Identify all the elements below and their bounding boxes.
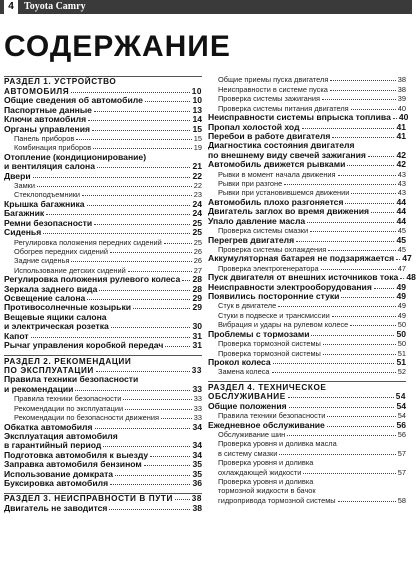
- page-ref: 54: [395, 392, 406, 402]
- entry-title: Появились посторонние стуки: [208, 291, 340, 302]
- page-ref: 34: [192, 449, 202, 460]
- page-ref: 45: [397, 244, 406, 254]
- dot-leader: [345, 203, 394, 204]
- dot-leader: [182, 280, 190, 281]
- dot-leader: [161, 418, 192, 419]
- toc-entry[interactable]: [208, 358, 406, 367]
- entry-title: Эксплуатация автомобиля: [4, 430, 118, 441]
- page-ref: 43: [397, 169, 406, 179]
- page-ref: 52: [397, 367, 406, 377]
- page-ref: 56: [397, 429, 406, 439]
- entry-title: Перебои в работе двигателя: [208, 130, 331, 141]
- entry-title: Использование детских сидений: [14, 265, 126, 275]
- dot-leader: [310, 231, 396, 232]
- entry-title: Двигатель не заводится: [4, 502, 108, 513]
- page-ref: 45: [396, 234, 406, 245]
- dot-leader: [288, 397, 394, 398]
- dot-leader: [75, 390, 190, 391]
- dot-leader: [330, 80, 395, 81]
- entry-title: Автомобиль движется рывками: [208, 159, 346, 170]
- entry-title: Прокол колеса: [208, 357, 271, 367]
- dot-leader: [123, 399, 191, 400]
- toc-entry[interactable]: [208, 329, 406, 338]
- dot-leader: [327, 416, 395, 417]
- toc-entry[interactable]: [4, 341, 202, 350]
- entry-title: в систему смазки: [218, 448, 278, 458]
- dot-leader: [150, 456, 190, 457]
- entry-title: Стуки в подвеске и трансмиссии: [218, 310, 330, 320]
- page-ref: 49: [397, 301, 406, 311]
- entry-title: Замена колеса: [218, 367, 270, 377]
- dot-leader: [338, 501, 396, 502]
- toc-subentry[interactable]: [208, 311, 406, 320]
- page-ref: 47: [402, 253, 412, 264]
- entry-title: Проблемы с тормозами: [208, 328, 310, 339]
- toc-subentry[interactable]: [208, 84, 406, 93]
- entry-title: Ремни безопасности: [4, 217, 93, 228]
- page-ref: 47: [397, 263, 406, 273]
- entry-title: Пуск двигателя от внешних источников тока: [208, 272, 399, 283]
- section-heading[interactable]: [208, 382, 406, 391]
- page-ref: 31: [192, 340, 202, 351]
- dot-leader: [71, 92, 189, 93]
- page-ref: 44: [396, 206, 406, 217]
- page-ref: 50: [397, 320, 406, 330]
- dot-leader: [110, 484, 190, 485]
- dot-leader: [278, 306, 396, 307]
- entry-title: Общие сведения об автомобиле: [4, 95, 143, 106]
- entry-title: Подготовка автомобиля к выезду: [4, 449, 149, 460]
- dot-leader: [96, 371, 190, 372]
- entry-title: Общие приемы пуска двигателя: [218, 75, 329, 85]
- entry-title: Двери: [4, 170, 31, 181]
- dot-leader: [272, 372, 396, 373]
- entry-title: Комбинация приборов: [14, 143, 92, 153]
- entry-title: тормозной жидкости в бачок: [218, 486, 316, 496]
- dot-leader: [99, 290, 190, 291]
- dot-leader: [322, 99, 396, 100]
- entry-title: и рекомендации: [4, 383, 74, 394]
- entry-title: Ключи автомобиля: [4, 114, 87, 125]
- toc-entry[interactable]: [208, 292, 406, 301]
- page-ref: 36: [192, 478, 202, 489]
- dot-leader: [287, 435, 396, 436]
- page-ref: 26: [193, 256, 202, 266]
- dot-leader: [393, 118, 397, 119]
- entry-title: Рекомендации по эксплуатации: [14, 403, 124, 413]
- entry-title: Рывки в момент начала движения: [218, 169, 336, 179]
- entry-title: Отопление (кондиционирование): [4, 151, 147, 162]
- entry-title: ПО ЭКСПЛУАТАЦИИ: [4, 366, 94, 375]
- toc-entry[interactable]: [208, 235, 406, 244]
- entry-title: Багажник: [4, 208, 45, 219]
- entry-title: Проверка системы зажигания: [218, 94, 320, 104]
- page-ref: 45: [397, 226, 406, 236]
- entry-title: Заправка автомобиля бензином: [4, 459, 142, 470]
- entry-title: РАЗДЕЛ 2. РЕКОМЕНДАЦИИ: [4, 356, 132, 366]
- page-ref: 38: [192, 502, 202, 513]
- dot-leader: [97, 167, 190, 168]
- dot-leader: [175, 499, 190, 500]
- page-ref: 10: [192, 95, 202, 106]
- page-ref: 15: [192, 123, 202, 134]
- entry-title: Автомобиль плохо разгоняется: [208, 196, 344, 207]
- entry-title: Неисправности в системе пуска: [218, 84, 328, 94]
- dot-leader: [350, 325, 395, 326]
- toc-subentry[interactable]: [4, 394, 202, 403]
- dot-leader: [332, 137, 394, 138]
- page-ref: 29: [192, 302, 202, 313]
- entry-title: Паспортные данные: [4, 104, 92, 115]
- dot-leader: [332, 316, 396, 317]
- entry-title: Стук в двигателе: [218, 301, 277, 311]
- entry-title: Крышка багажника: [4, 198, 85, 209]
- toc-subentry[interactable]: [208, 339, 406, 348]
- page-ref: 40: [398, 112, 409, 123]
- page-ref: 38: [191, 494, 202, 504]
- dot-leader: [92, 130, 190, 131]
- dot-leader: [125, 409, 192, 410]
- page-ref: 21: [192, 161, 202, 172]
- page-ref: 34: [192, 440, 202, 451]
- page-ref: 35: [192, 468, 202, 479]
- book-title: Toyota Camry: [24, 1, 86, 12]
- page-ref: 27: [193, 265, 202, 275]
- page-ref: 33: [193, 394, 202, 404]
- dot-leader: [296, 241, 394, 242]
- toc-subentry[interactable]: [4, 237, 202, 246]
- page-ref: 51: [396, 357, 406, 367]
- toc-subentry[interactable]: [4, 247, 202, 256]
- page-title: СОДЕРЖАНИЕ: [4, 30, 231, 63]
- dot-leader: [338, 175, 396, 176]
- toc-entry[interactable]: [208, 420, 406, 429]
- dot-leader: [109, 509, 190, 510]
- entry-title: Проверка тормозной системы: [218, 348, 321, 358]
- page-ref: 29: [192, 293, 202, 304]
- dot-leader: [341, 297, 394, 298]
- entry-title: Ежедневное обслуживание: [208, 419, 325, 430]
- toc-subentry[interactable]: [4, 256, 202, 265]
- page-ref: 54: [397, 411, 406, 421]
- toc-entry[interactable]: [208, 253, 412, 264]
- entry-title: Капот: [4, 330, 29, 341]
- entry-title: РАЗДЕЛ 3. НЕИСПРАВНОСТИ В ПУТИ: [4, 494, 174, 504]
- dot-leader: [93, 148, 192, 149]
- entry-title: Проверка уровня и доливка масла: [218, 439, 337, 449]
- toc-subentry[interactable]: [4, 134, 202, 143]
- entry-title: Зеркала заднего вида: [4, 283, 98, 294]
- toc-subentry[interactable]: [208, 439, 406, 448]
- dot-leader: [371, 212, 394, 213]
- entry-title: Проверка системы питания двигателя: [218, 103, 349, 113]
- page-ref: 35: [192, 459, 202, 470]
- toc-subentry[interactable]: [208, 458, 406, 467]
- entry-title: Перегрев двигателя: [208, 234, 295, 245]
- entry-title: Использование домкрата: [4, 468, 114, 479]
- page-ref: 33: [193, 413, 202, 423]
- page-ref: 30: [192, 321, 202, 332]
- toc-entry[interactable]: [4, 479, 202, 488]
- dot-leader: [144, 465, 191, 466]
- dot-leader: [43, 233, 190, 234]
- dot-leader: [164, 243, 192, 244]
- page-ref: 57: [397, 467, 406, 477]
- toc-entry[interactable]: [4, 322, 202, 331]
- page-ref: 28: [192, 283, 202, 294]
- dot-leader: [347, 165, 394, 166]
- dot-leader: [303, 473, 395, 474]
- page-ref: 49: [396, 291, 406, 302]
- entry-title: гидропривода тормозной системы: [218, 495, 336, 505]
- dot-leader: [110, 252, 192, 253]
- page-ref: 22: [192, 170, 202, 181]
- page-ref: 19: [193, 143, 202, 153]
- entry-title: в гарантийный период: [4, 440, 102, 451]
- dot-leader: [87, 205, 191, 206]
- page-ref: 42: [396, 159, 406, 170]
- dot-leader: [273, 363, 395, 364]
- page-ref: 38: [397, 75, 406, 85]
- dot-leader: [311, 335, 394, 336]
- dot-leader: [87, 299, 190, 300]
- toc-subentry[interactable]: [208, 495, 406, 504]
- entry-title: Органы управления: [4, 123, 90, 134]
- dot-leader: [145, 101, 191, 102]
- section-heading[interactable]: [4, 356, 202, 365]
- toc-subentry[interactable]: [208, 486, 406, 495]
- dot-leader: [321, 269, 396, 270]
- section-heading[interactable]: [4, 77, 202, 86]
- page-ref: 13: [192, 104, 202, 115]
- page-ref: 10: [191, 86, 202, 96]
- page-ref: 50: [397, 339, 406, 349]
- dot-leader: [94, 224, 190, 225]
- dot-leader: [302, 128, 395, 129]
- toc-subentry[interactable]: [208, 169, 406, 178]
- page-ref: 42: [396, 149, 406, 160]
- page-ref: 58: [397, 495, 406, 505]
- toc-entry[interactable]: [4, 503, 202, 512]
- dot-leader: [307, 222, 394, 223]
- page-ref: 41: [396, 130, 406, 141]
- page-ref: 25: [193, 237, 202, 247]
- toc-subentry[interactable]: [4, 181, 202, 190]
- page-ref: 51: [397, 348, 406, 358]
- entry-title: Вещевые ящики салона: [4, 311, 107, 322]
- dot-leader: [328, 250, 396, 251]
- entry-title: Упало давление масла: [208, 215, 306, 226]
- dot-leader: [374, 288, 395, 289]
- entry-title: и вентиляция салона: [4, 161, 95, 172]
- entry-title: Буксировка автомобиля: [4, 478, 109, 489]
- page-ref: 44: [396, 196, 406, 207]
- toc-subentry[interactable]: [208, 477, 406, 486]
- entry-title: Правила техники безопасности: [14, 394, 122, 404]
- dot-leader: [82, 195, 192, 196]
- dot-leader: [88, 120, 190, 121]
- page-ref: 25: [192, 217, 202, 228]
- page-ref: 50: [396, 328, 406, 339]
- page-ref: 34: [192, 421, 202, 432]
- dot-leader: [368, 156, 395, 157]
- page-ref: 44: [396, 215, 406, 226]
- dot-leader: [323, 344, 396, 345]
- toc-subentry[interactable]: [4, 403, 202, 412]
- page-ref: 49: [397, 310, 406, 320]
- page-ref: 14: [192, 114, 202, 125]
- dot-leader: [165, 346, 190, 347]
- entry-title: и электрическая розетка: [4, 321, 109, 332]
- page-ref: 49: [396, 281, 406, 292]
- dot-leader: [128, 271, 192, 272]
- dot-leader: [396, 259, 400, 260]
- page-ref: 40: [397, 103, 406, 113]
- dot-leader: [279, 454, 395, 455]
- entry-title: Сиденья: [4, 227, 42, 238]
- entry-title: Рекомендации по безопасности движения: [14, 413, 159, 423]
- page-ref: 22: [193, 181, 202, 191]
- page-ref: 43: [397, 188, 406, 198]
- page-ref: 33: [191, 366, 202, 375]
- entry-title: Рывки при разгоне: [218, 179, 283, 189]
- dot-leader: [330, 90, 396, 91]
- dot-leader: [46, 214, 190, 215]
- dot-leader: [33, 177, 191, 178]
- dot-leader: [95, 428, 191, 429]
- page-ref: 24: [192, 198, 202, 209]
- entry-title: Стеклоподъемники: [14, 190, 81, 200]
- dot-leader: [115, 475, 190, 476]
- entry-title: Неисправности электрооборудования: [208, 281, 372, 292]
- entry-title: Вибрация и удары на рулевом колесе: [218, 320, 349, 330]
- toc-subentry[interactable]: [208, 367, 406, 376]
- entry-title: Правила техники безопасности: [4, 374, 139, 385]
- entry-title: Проверка системы охлаждения: [218, 244, 327, 254]
- entry-title: Рычаг управления коробкой передач: [4, 340, 164, 351]
- page-ref: 41: [396, 121, 406, 132]
- toc-subentry[interactable]: [208, 301, 406, 310]
- toc-entry[interactable]: [4, 124, 202, 133]
- dot-leader: [133, 308, 190, 309]
- entry-title: Регулировка положения рулевого колеса: [4, 274, 181, 285]
- entry-title: Пропал холостой ход: [208, 121, 300, 132]
- toc-subentry[interactable]: [208, 467, 406, 476]
- entry-title: Обогрев передних сидений: [14, 246, 109, 256]
- page-header: [0, 0, 412, 14]
- entry-title: Обслуживание шин: [218, 429, 286, 439]
- page-ref: 24: [192, 208, 202, 219]
- toc-entry[interactable]: [4, 228, 202, 237]
- dot-leader: [284, 184, 396, 185]
- entry-title: Проверка системы смазки: [218, 226, 309, 236]
- dot-leader: [76, 139, 191, 140]
- entry-title: ОБСЛУЖИВАНИЕ: [208, 392, 286, 402]
- page-ref: 54: [396, 400, 406, 411]
- toc-entry[interactable]: [4, 384, 202, 393]
- page-ref: 39: [397, 94, 406, 104]
- entry-title: Аккумуляторная батарея не подзаряжается: [208, 253, 395, 264]
- dot-leader: [351, 193, 395, 194]
- page-ref: 33: [193, 403, 202, 413]
- entry-title: АВТОМОБИЛЯ: [4, 86, 70, 96]
- toc-subentry[interactable]: [208, 179, 406, 188]
- toc-entry[interactable]: [208, 401, 406, 410]
- toc-entry[interactable]: [4, 171, 202, 180]
- entry-title: Общие положения: [208, 400, 287, 411]
- entry-title: Замки: [14, 181, 36, 191]
- toc-entry[interactable]: [4, 162, 202, 171]
- page-ref: 38: [397, 84, 406, 94]
- dot-leader: [103, 446, 190, 447]
- entry-title: Проверка электрогенератора: [218, 263, 319, 273]
- page-ref: 57: [397, 448, 406, 458]
- page-ref: 25: [192, 227, 202, 238]
- dot-leader: [289, 407, 395, 408]
- dot-leader: [400, 278, 404, 279]
- entry-title: Проверка тормозной системы: [218, 339, 321, 349]
- entry-title: по внешнему виду свечей зажигания: [208, 149, 366, 160]
- entry-title: Задние сиденья: [14, 256, 70, 266]
- entry-title: Диагностика состояния двигателя: [208, 140, 355, 151]
- dot-leader: [31, 337, 191, 338]
- page-ref: 26: [193, 246, 202, 256]
- toc-subentry[interactable]: [208, 75, 406, 84]
- page-ref: 28: [192, 274, 202, 285]
- toc-subentry[interactable]: [208, 448, 406, 457]
- entry-title: Двигатель заглох во время движения: [208, 206, 370, 217]
- entry-title: Проверка уровня и доливка: [218, 477, 314, 487]
- entry-title: Регулировка положения передних сидений: [14, 237, 162, 247]
- entry-title: Противосолнечные козырьки: [4, 302, 132, 313]
- entry-title: РАЗДЕЛ 1. УСТРОЙСТВО: [4, 77, 117, 87]
- dot-leader: [327, 426, 395, 427]
- page-ref: 15: [193, 133, 202, 143]
- page-ref: 43: [397, 179, 406, 189]
- entry-title: РАЗДЕЛ 4. ТЕХНИЧЕСКОЕ: [208, 382, 327, 392]
- entry-title: Панель приборов: [14, 133, 75, 143]
- page-ref: 48: [406, 272, 416, 283]
- toc-subentry[interactable]: [208, 430, 406, 439]
- page-ref: 23: [193, 190, 202, 200]
- dot-leader: [71, 261, 191, 262]
- dot-leader: [323, 354, 396, 355]
- toc-entry[interactable]: [208, 216, 406, 225]
- entry-title: Правила техники безопасности: [218, 411, 326, 421]
- dot-leader: [111, 327, 191, 328]
- toc-subentry[interactable]: [208, 94, 406, 103]
- dot-leader: [94, 111, 190, 112]
- page-number: 4: [4, 0, 18, 14]
- entry-title: Неисправности системы впрыска топлива: [208, 112, 391, 123]
- entry-title: Освещение салона: [4, 293, 86, 304]
- dot-leader: [351, 109, 396, 110]
- page-ref: 33: [192, 383, 202, 394]
- entry-title: Проверка уровня и доливка: [218, 458, 314, 468]
- entry-title: охлаждающей жидкости: [218, 467, 302, 477]
- page-ref: 31: [192, 330, 202, 341]
- entry-title: Обкатка автомобиля: [4, 421, 93, 432]
- entry-title: Рывки при установившемся движении: [218, 188, 350, 198]
- page-ref: 56: [396, 419, 406, 430]
- dot-leader: [37, 186, 192, 187]
- toc-entry[interactable]: [208, 160, 406, 169]
